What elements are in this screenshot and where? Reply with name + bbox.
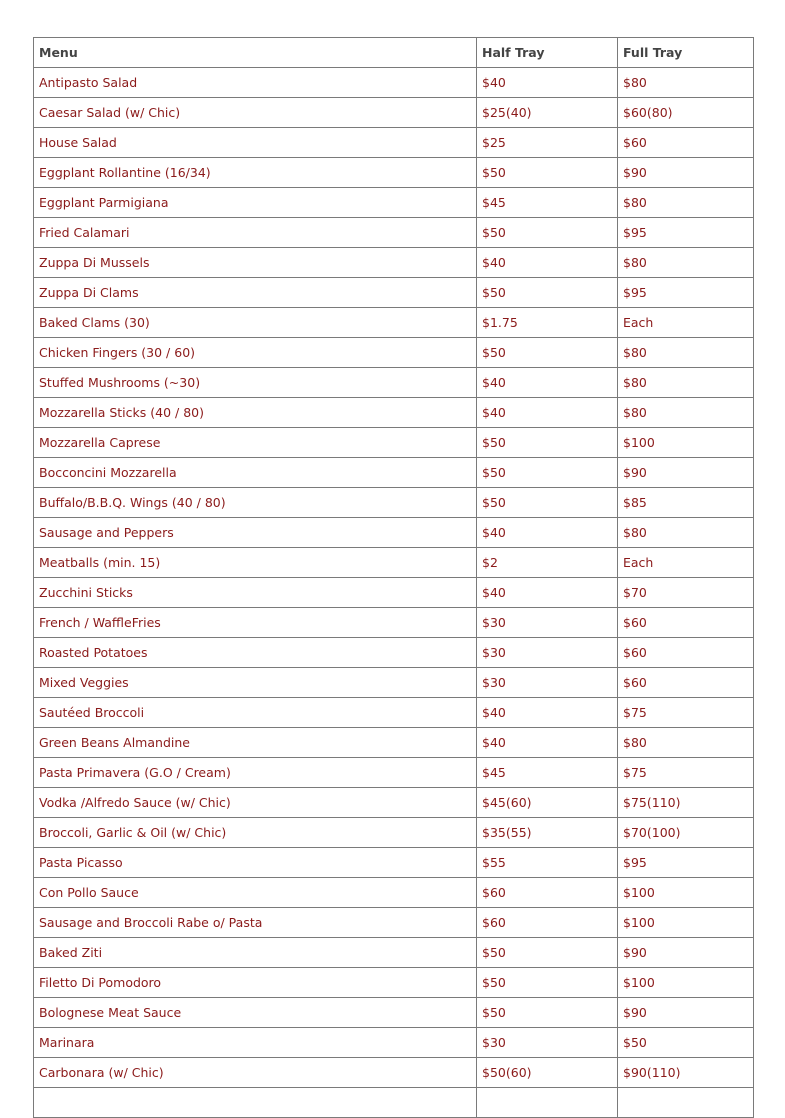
full-tray-price: $80 [618, 248, 754, 278]
table-row [34, 368, 754, 398]
half-tray-price: $45(60) [477, 788, 618, 818]
half-tray-price: $30 [477, 668, 618, 698]
table-row [34, 128, 754, 158]
table-row [34, 428, 754, 458]
menu-item-name: Vodka /Alfredo Sauce (w/ Chic) [34, 788, 477, 818]
full-tray-price: $90 [618, 938, 754, 968]
table-row [34, 188, 754, 218]
half-tray-price: $30 [477, 608, 618, 638]
menu-item-name: Zuppa Di Clams [34, 278, 477, 308]
half-tray-price: $55 [477, 848, 618, 878]
column-header-full-tray: Full Tray [618, 38, 754, 68]
half-tray-price: $40 [477, 398, 618, 428]
full-tray-price: $60 [618, 668, 754, 698]
menu-item-name: Stuffed Mushrooms (~30) [34, 368, 477, 398]
menu-item-name: French / WaffleFries [34, 608, 477, 638]
menu-item-name [34, 1088, 477, 1118]
full-tray-price: $60 [618, 608, 754, 638]
table-row [34, 758, 754, 788]
menu-item-name: Bolognese Meat Sauce [34, 998, 477, 1028]
half-tray-price: $50 [477, 218, 618, 248]
full-tray-price: $80 [618, 338, 754, 368]
half-tray-price: $50 [477, 488, 618, 518]
menu-item-name: Mozzarella Caprese [34, 428, 477, 458]
table-row [34, 398, 754, 428]
menu-item-name: Baked Ziti [34, 938, 477, 968]
full-tray-price: $95 [618, 218, 754, 248]
table-row [34, 158, 754, 188]
table-row [34, 878, 754, 908]
catering-menu-table [33, 37, 754, 1118]
table-row [34, 668, 754, 698]
table-row [34, 908, 754, 938]
menu-item-name: Eggplant Rollantine (16/34) [34, 158, 477, 188]
half-tray-price: $35(55) [477, 818, 618, 848]
full-tray-price: $60 [618, 638, 754, 668]
table-row [34, 968, 754, 998]
menu-item-name: Buffalo/B.B.Q. Wings (40 / 80) [34, 488, 477, 518]
full-tray-price: $100 [618, 428, 754, 458]
menu-item-name: Zuppa Di Mussels [34, 248, 477, 278]
half-tray-price: $40 [477, 248, 618, 278]
full-tray-price: $80 [618, 368, 754, 398]
half-tray-price: $60 [477, 908, 618, 938]
table-body [34, 68, 754, 1118]
menu-item-name: Mixed Veggies [34, 668, 477, 698]
full-tray-price: $80 [618, 188, 754, 218]
table-row [34, 278, 754, 308]
full-tray-price: $90 [618, 998, 754, 1028]
full-tray-price: $90(110) [618, 1058, 754, 1088]
full-tray-price: $80 [618, 68, 754, 98]
full-tray-price: $80 [618, 518, 754, 548]
menu-item-name: Sautéed Broccoli [34, 698, 477, 728]
full-tray-price: $95 [618, 278, 754, 308]
table-row [34, 218, 754, 248]
menu-item-name: Pasta Primavera (G.O / Cream) [34, 758, 477, 788]
half-tray-price: $25 [477, 128, 618, 158]
half-tray-price: $30 [477, 638, 618, 668]
half-tray-price: $40 [477, 578, 618, 608]
half-tray-price: $40 [477, 368, 618, 398]
full-tray-price: $95 [618, 848, 754, 878]
full-tray-price: $90 [618, 158, 754, 188]
full-tray-price: $75 [618, 758, 754, 788]
table-row [34, 578, 754, 608]
half-tray-price: $50(60) [477, 1058, 618, 1088]
half-tray-price [477, 1088, 618, 1118]
half-tray-price: $40 [477, 728, 618, 758]
full-tray-price: Each [618, 548, 754, 578]
full-tray-price: $90 [618, 458, 754, 488]
menu-item-name: Meatballs (min. 15) [34, 548, 477, 578]
table-row [34, 488, 754, 518]
table-row [34, 248, 754, 278]
menu-item-name: Mozzarella Sticks (40 / 80) [34, 398, 477, 428]
half-tray-price: $60 [477, 878, 618, 908]
full-tray-price: $100 [618, 968, 754, 998]
table-row [34, 848, 754, 878]
half-tray-price: $50 [477, 938, 618, 968]
half-tray-price: $25(40) [477, 98, 618, 128]
table-row [34, 1088, 754, 1118]
table-row [34, 788, 754, 818]
menu-item-name: Pasta Picasso [34, 848, 477, 878]
menu-item-name: Zucchini Sticks [34, 578, 477, 608]
table-row [34, 938, 754, 968]
menu-item-name: Green Beans Almandine [34, 728, 477, 758]
menu-item-name: Sausage and Peppers [34, 518, 477, 548]
half-tray-price: $50 [477, 458, 618, 488]
full-tray-price: $75 [618, 698, 754, 728]
half-tray-price: $50 [477, 158, 618, 188]
menu-item-name: Carbonara (w/ Chic) [34, 1058, 477, 1088]
half-tray-price: $2 [477, 548, 618, 578]
full-tray-price: $70(100) [618, 818, 754, 848]
table-row [34, 998, 754, 1028]
half-tray-price: $40 [477, 518, 618, 548]
half-tray-price: $50 [477, 278, 618, 308]
menu-item-name: Roasted Potatoes [34, 638, 477, 668]
column-header-menu: Menu [34, 38, 477, 68]
column-header-half-tray: Half Tray [477, 38, 618, 68]
full-tray-price: $70 [618, 578, 754, 608]
menu-item-name: Marinara [34, 1028, 477, 1058]
table-row [34, 1058, 754, 1088]
table-row [34, 728, 754, 758]
menu-item-name: Caesar Salad (w/ Chic) [34, 98, 477, 128]
full-tray-price: $80 [618, 728, 754, 758]
full-tray-price: $50 [618, 1028, 754, 1058]
table-row [34, 1028, 754, 1058]
table-row [34, 518, 754, 548]
half-tray-price: $50 [477, 338, 618, 368]
full-tray-price: $60(80) [618, 98, 754, 128]
table-row [34, 98, 754, 128]
table-row [34, 68, 754, 98]
menu-item-name: Fried Calamari [34, 218, 477, 248]
menu-item-name: Broccoli, Garlic & Oil (w/ Chic) [34, 818, 477, 848]
half-tray-price: $50 [477, 968, 618, 998]
full-tray-price: $100 [618, 878, 754, 908]
full-tray-price: $75(110) [618, 788, 754, 818]
menu-item-name: Eggplant Parmigiana [34, 188, 477, 218]
menu-item-name: Baked Clams (30) [34, 308, 477, 338]
full-tray-price [618, 1088, 754, 1118]
table-row [34, 308, 754, 338]
table-row [34, 698, 754, 728]
table-row [34, 458, 754, 488]
half-tray-price: $45 [477, 188, 618, 218]
half-tray-price: $50 [477, 428, 618, 458]
menu-item-name: Chicken Fingers (30 / 60) [34, 338, 477, 368]
menu-item-name: Filetto Di Pomodoro [34, 968, 477, 998]
table-row [34, 638, 754, 668]
half-tray-price: $1.75 [477, 308, 618, 338]
menu-item-name: Con Pollo Sauce [34, 878, 477, 908]
menu-item-name: Antipasto Salad [34, 68, 477, 98]
full-tray-price: $100 [618, 908, 754, 938]
table-header-row [34, 38, 754, 68]
table-row [34, 548, 754, 578]
menu-item-name: House Salad [34, 128, 477, 158]
table-row [34, 818, 754, 848]
half-tray-price: $50 [477, 998, 618, 1028]
full-tray-price: $85 [618, 488, 754, 518]
full-tray-price: $60 [618, 128, 754, 158]
half-tray-price: $30 [477, 1028, 618, 1058]
full-tray-price: Each [618, 308, 754, 338]
half-tray-price: $40 [477, 698, 618, 728]
table-row [34, 608, 754, 638]
half-tray-price: $40 [477, 68, 618, 98]
menu-item-name: Bocconcini Mozzarella [34, 458, 477, 488]
full-tray-price: $80 [618, 398, 754, 428]
menu-item-name: Sausage and Broccoli Rabe o/ Pasta [34, 908, 477, 938]
half-tray-price: $45 [477, 758, 618, 788]
table-row [34, 338, 754, 368]
